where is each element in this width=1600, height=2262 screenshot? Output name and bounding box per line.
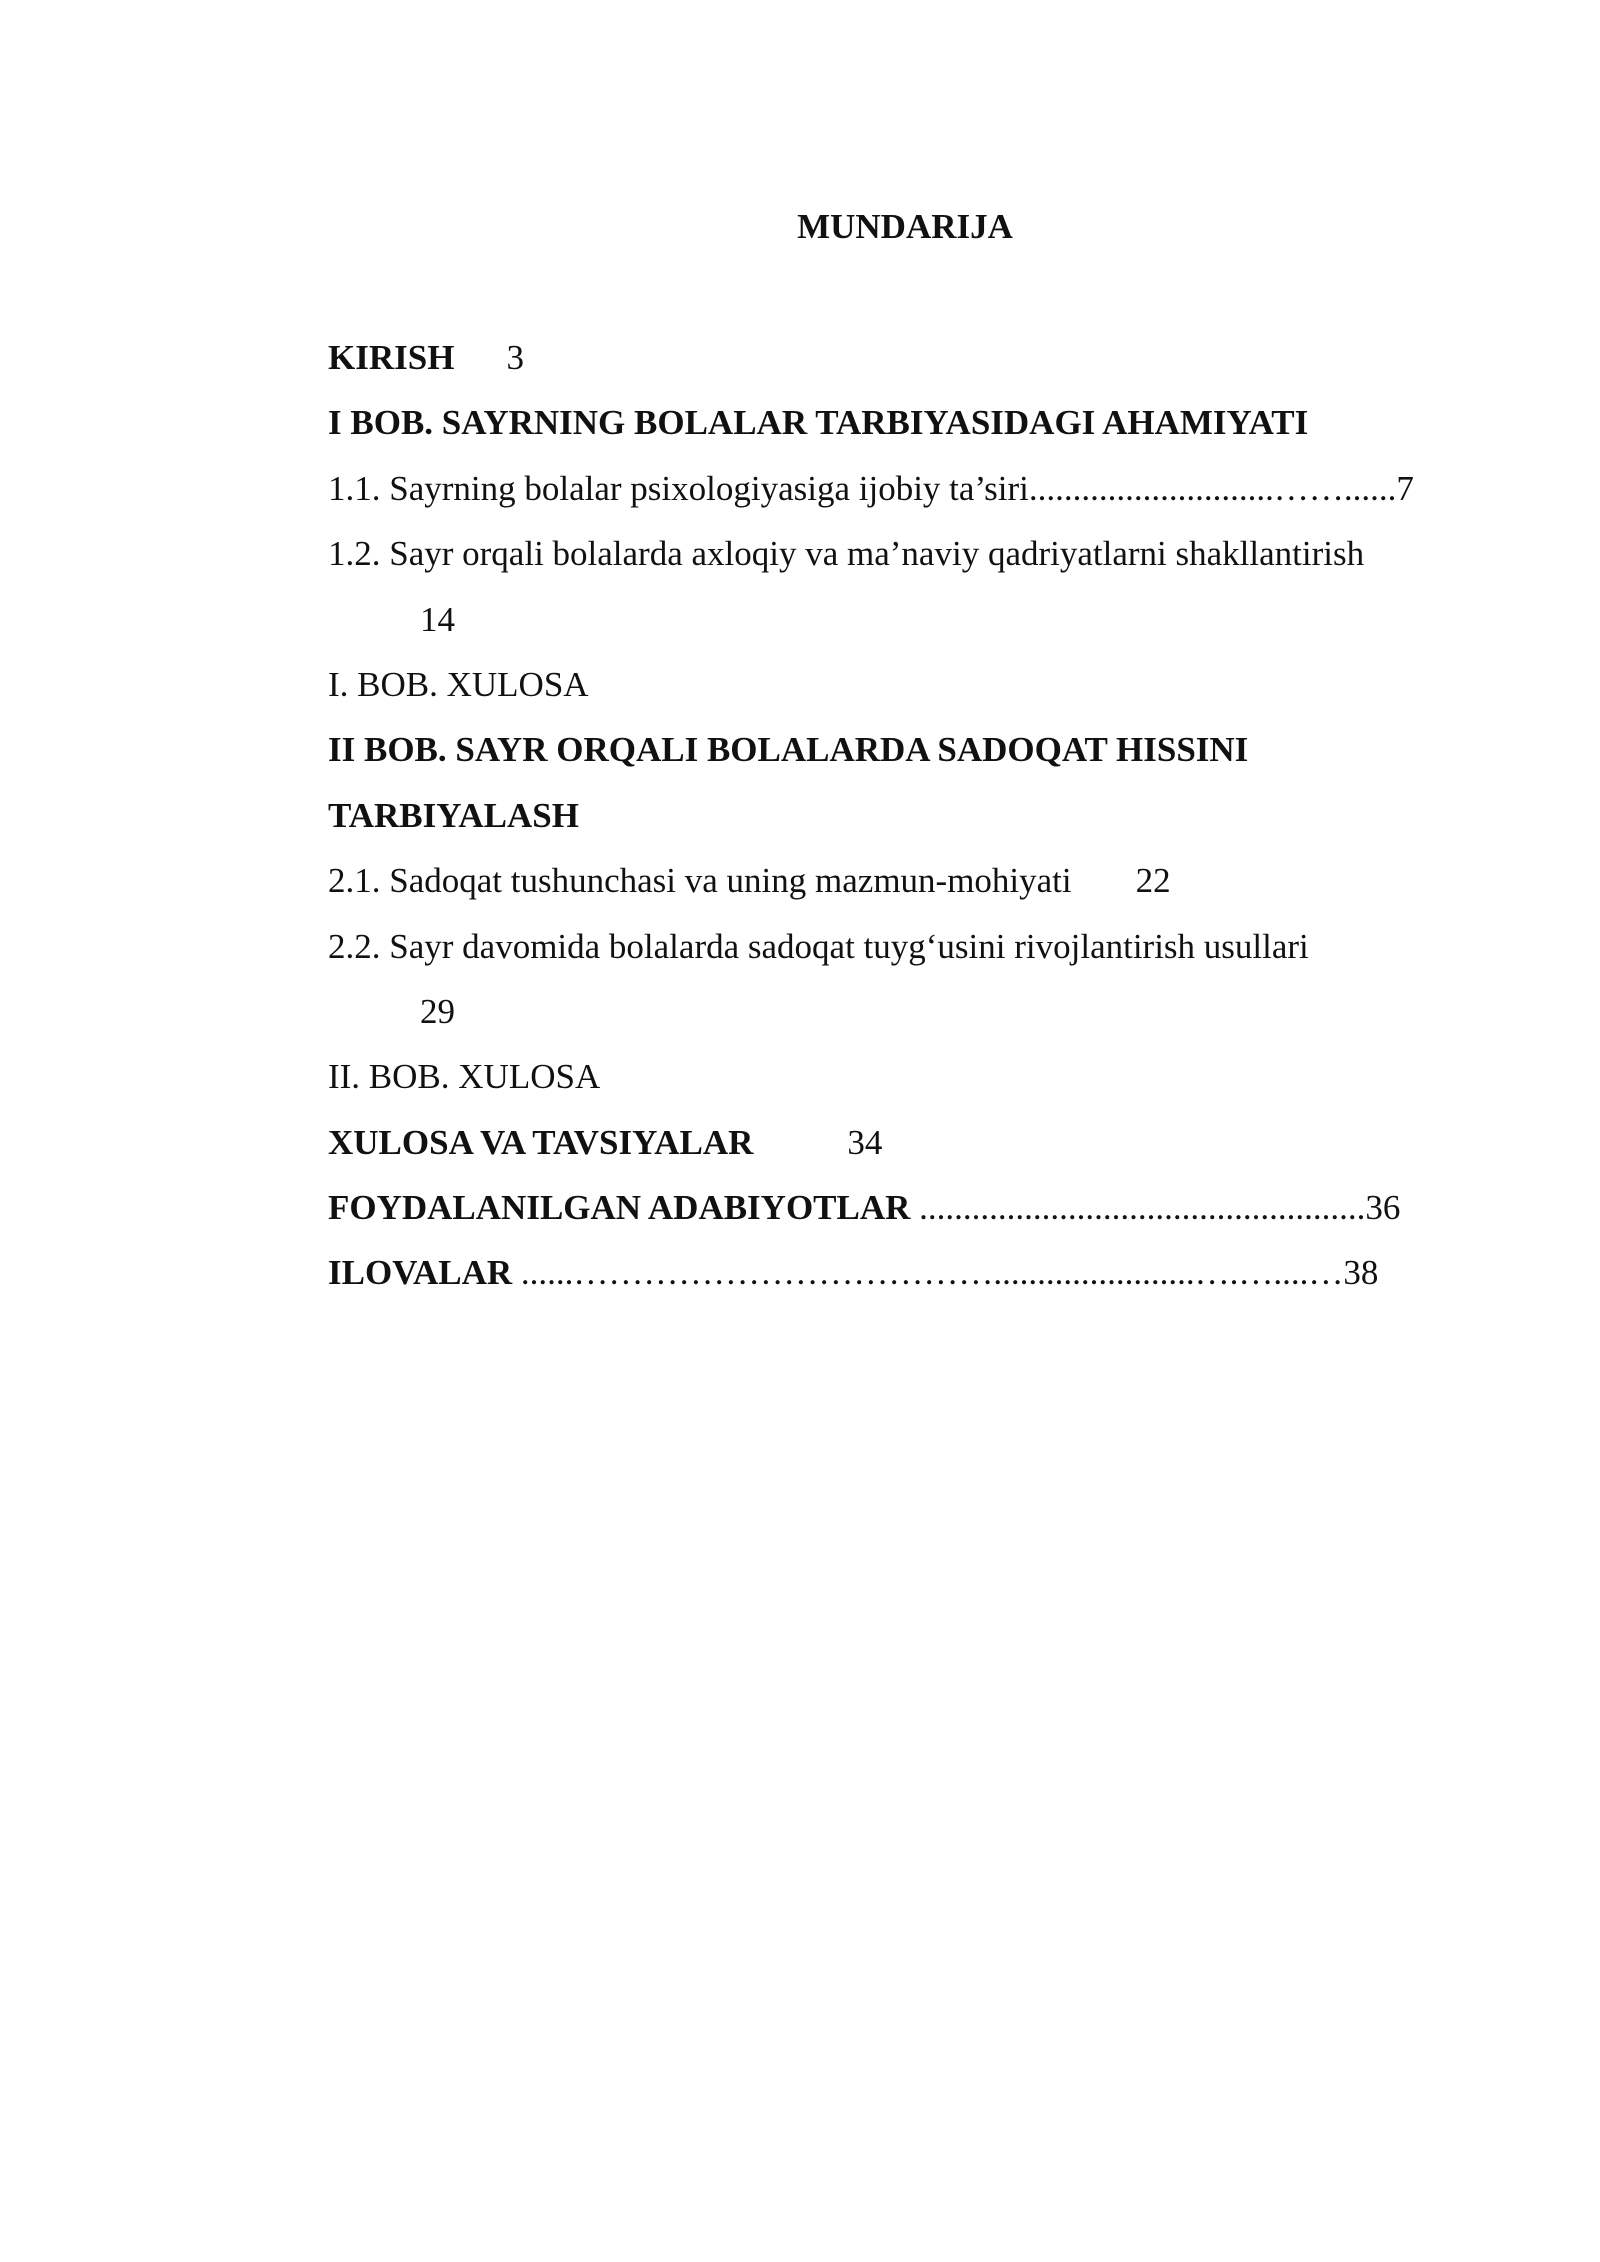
toc-entry-label: II BOB. SAYR ORQALI BOLALARDA SADOQAT HISSINI bbox=[328, 730, 1249, 770]
toc-entry-conclusions[interactable] bbox=[328, 1120, 1488, 1185]
toc-entry-label: II. BOB. XULOSA bbox=[328, 1057, 601, 1097]
toc-chapter-2-heading[interactable] bbox=[328, 727, 1488, 792]
toc-entry-label: I. BOB. XULOSA bbox=[328, 664, 589, 704]
toc-title: MUNDARIJA bbox=[797, 207, 1013, 246]
toc-entry-label: I BOB. SAYRNING BOLALAR TARBIYASIDAGI AHAMIYATI bbox=[328, 403, 1309, 443]
toc-entry-1-2[interactable] bbox=[328, 531, 1488, 596]
toc-dot-leader: ................................................... bbox=[910, 1188, 1366, 1228]
toc-chapter-1-summary[interactable] bbox=[328, 662, 1488, 727]
toc-dot-leader: ............................……...... bbox=[1028, 468, 1397, 508]
toc-entry-label: 2.1. Sadoqat tushunchasi va uning mazmun-mohiyati bbox=[328, 861, 1072, 901]
toc-entry-references[interactable] bbox=[328, 1185, 1488, 1250]
table-of-contents bbox=[328, 335, 1488, 1316]
toc-entry-1-1[interactable] bbox=[328, 466, 1488, 531]
toc-entry-page: 22 bbox=[1135, 861, 1171, 901]
toc-entry-label: 2.2. Sayr davomida bolalarda sadoqat tuyg‘usini rivojlantirish usullari bbox=[328, 926, 1309, 966]
toc-entry-2-2-page-line bbox=[328, 989, 1488, 1054]
toc-entry-2-2[interactable] bbox=[328, 924, 1488, 989]
toc-entry-label: KIRISH bbox=[328, 338, 455, 377]
toc-entry-1-2-page-line bbox=[328, 597, 1488, 662]
toc-chapter-2-heading-continued bbox=[328, 793, 1488, 858]
toc-chapter-2-summary[interactable] bbox=[328, 1054, 1488, 1119]
toc-entry-label: XULOSA VA TAVSIYALAR bbox=[328, 1122, 754, 1162]
toc-entry-page: 38 bbox=[1343, 1253, 1379, 1293]
toc-entry-label: 1.1. Sayrning bolalar psixologiyasiga ijobiy ta’siri bbox=[328, 468, 1029, 508]
toc-entry-kirish[interactable] bbox=[328, 335, 1488, 400]
toc-entry-label: 1.2. Sayr orqali bolalarda axloqiy va ma’naviy qadriyatlarni shakllantirish bbox=[328, 534, 1365, 574]
toc-entry-2-1[interactable] bbox=[328, 858, 1488, 923]
toc-entry-label: TARBIYALASH bbox=[328, 795, 579, 835]
toc-entry-page: 36 bbox=[1365, 1188, 1401, 1228]
toc-chapter-1-heading[interactable] bbox=[328, 400, 1488, 465]
toc-entry-page: 29 bbox=[420, 991, 455, 1031]
toc-entry-appendix[interactable] bbox=[328, 1250, 1488, 1315]
toc-entry-label: ILOVALAR bbox=[328, 1253, 513, 1293]
toc-entry-page: 3 bbox=[506, 338, 524, 377]
toc-entry-page: 14 bbox=[420, 599, 455, 639]
toc-dot-leader: ......……………………………….......................….…....… bbox=[512, 1253, 1344, 1293]
toc-entry-page: 34 bbox=[847, 1122, 883, 1162]
toc-entry-label: FOYDALANILGAN ADABIYOTLAR bbox=[328, 1188, 911, 1228]
toc-entry-page: 7 bbox=[1396, 468, 1414, 508]
